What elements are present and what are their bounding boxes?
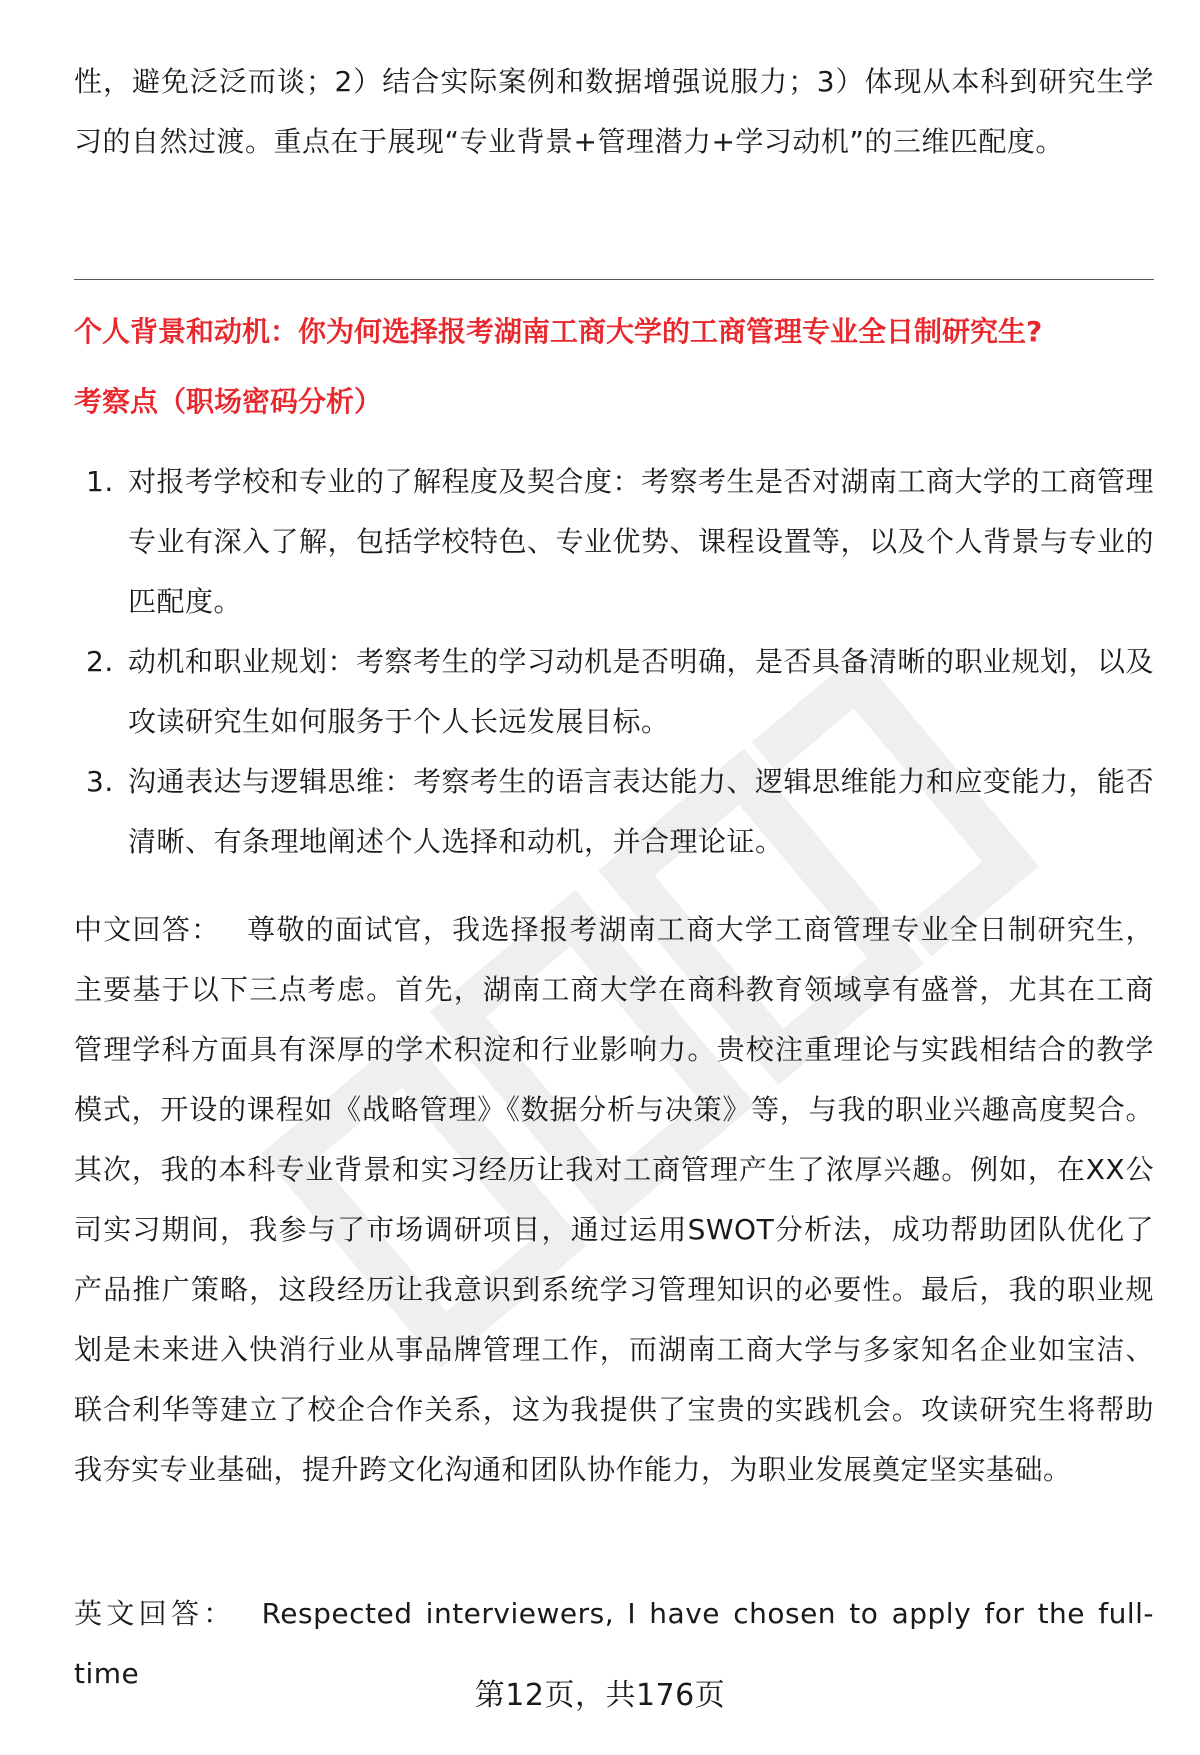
list-item-text: 沟通表达与逻辑思维：考察考生的语言表达能力、逻辑思维能力和应变能力，能否清晰、有条理地阐述个人选择和动机，并合理论证。 (128, 765, 1155, 858)
intro-paragraph: 性，避免泛泛而谈；2）结合实际案例和数据增强说服力；3）体现从本科到研究生学习的自然过渡。重点在于展现“专业背景+管理潜力+学习动机”的三维匹配度。 (74, 65, 1154, 158)
list-item-number: 2. (86, 645, 114, 678)
chinese-answer-text: 尊敬的面试官，我选择报考湖南工商大学工商管理专业全日制研究生，主要基于以下三点考虑。首先，湖南工商大学在商科教育领域享有盛誉，尤其在工商管理学科方面具有深厚的学术积淀和行业影响力。贵校注重理论与实践相结合的教学模式，开设的课程如《战略管理》《数据分析与决策》等，与我的职业兴趣高度契合。其次，我的本科专业背景和实习经历让我对工商管理产生了浓厚兴趣。例如，在XX公司实习期间，我参与了市场调研项目，通过运用SWOT分析法，成功帮助团队优化了产品推广策略，这段经历让我意识到系统学习管理知识的必要性。最后，我的职业规划是未来进入快消行业从事品牌管理工作，而湖南工商大学与多家知名企业如宝洁、联合利华等建立了校企合作关系，这为我提供了宝贵的实践机会。攻读研究生将帮助我夯实专业基础，提升跨文化沟通和团队协作能力，为职业发展奠定坚实基础。 (74, 913, 1154, 1486)
english-answer-label: 英文回答： (74, 1597, 236, 1630)
list-item (74, 452, 1154, 632)
question-heading: 个人背景和动机：你为何选择报考湖南工商大学的工商管理专业全日制研究生? (74, 315, 1043, 348)
list-item-number: 1. (86, 465, 114, 498)
list-item-text: 对报考学校和专业的了解程度及契合度：考察考生是否对湖南工商大学的工商管理专业有深入了解，包括学校特色、专业优势、课程设置等，以及个人背景与专业的匹配度。 (128, 465, 1155, 618)
page-number-footer: 第12页，共176页 (474, 1678, 726, 1713)
list-item-text: 动机和职业规划：考察考生的学习动机是否明确，是否具备清晰的职业规划，以及攻读研究生如何服务于个人长远发展目标。 (128, 645, 1155, 738)
list-item-number: 3. (86, 765, 114, 798)
english-answer-text: Respected interviewers, I have chosen to apply for the full-time (74, 1597, 1154, 1690)
key-points-heading: 考察点（职场密码分析） (74, 385, 383, 418)
chinese-answer-paragraph (74, 900, 1154, 1500)
chinese-answer-label: 中文回答： (74, 913, 221, 946)
section-divider (74, 279, 1154, 280)
list-item (74, 632, 1154, 752)
list-item (74, 752, 1154, 872)
key-points-list (74, 452, 1154, 872)
